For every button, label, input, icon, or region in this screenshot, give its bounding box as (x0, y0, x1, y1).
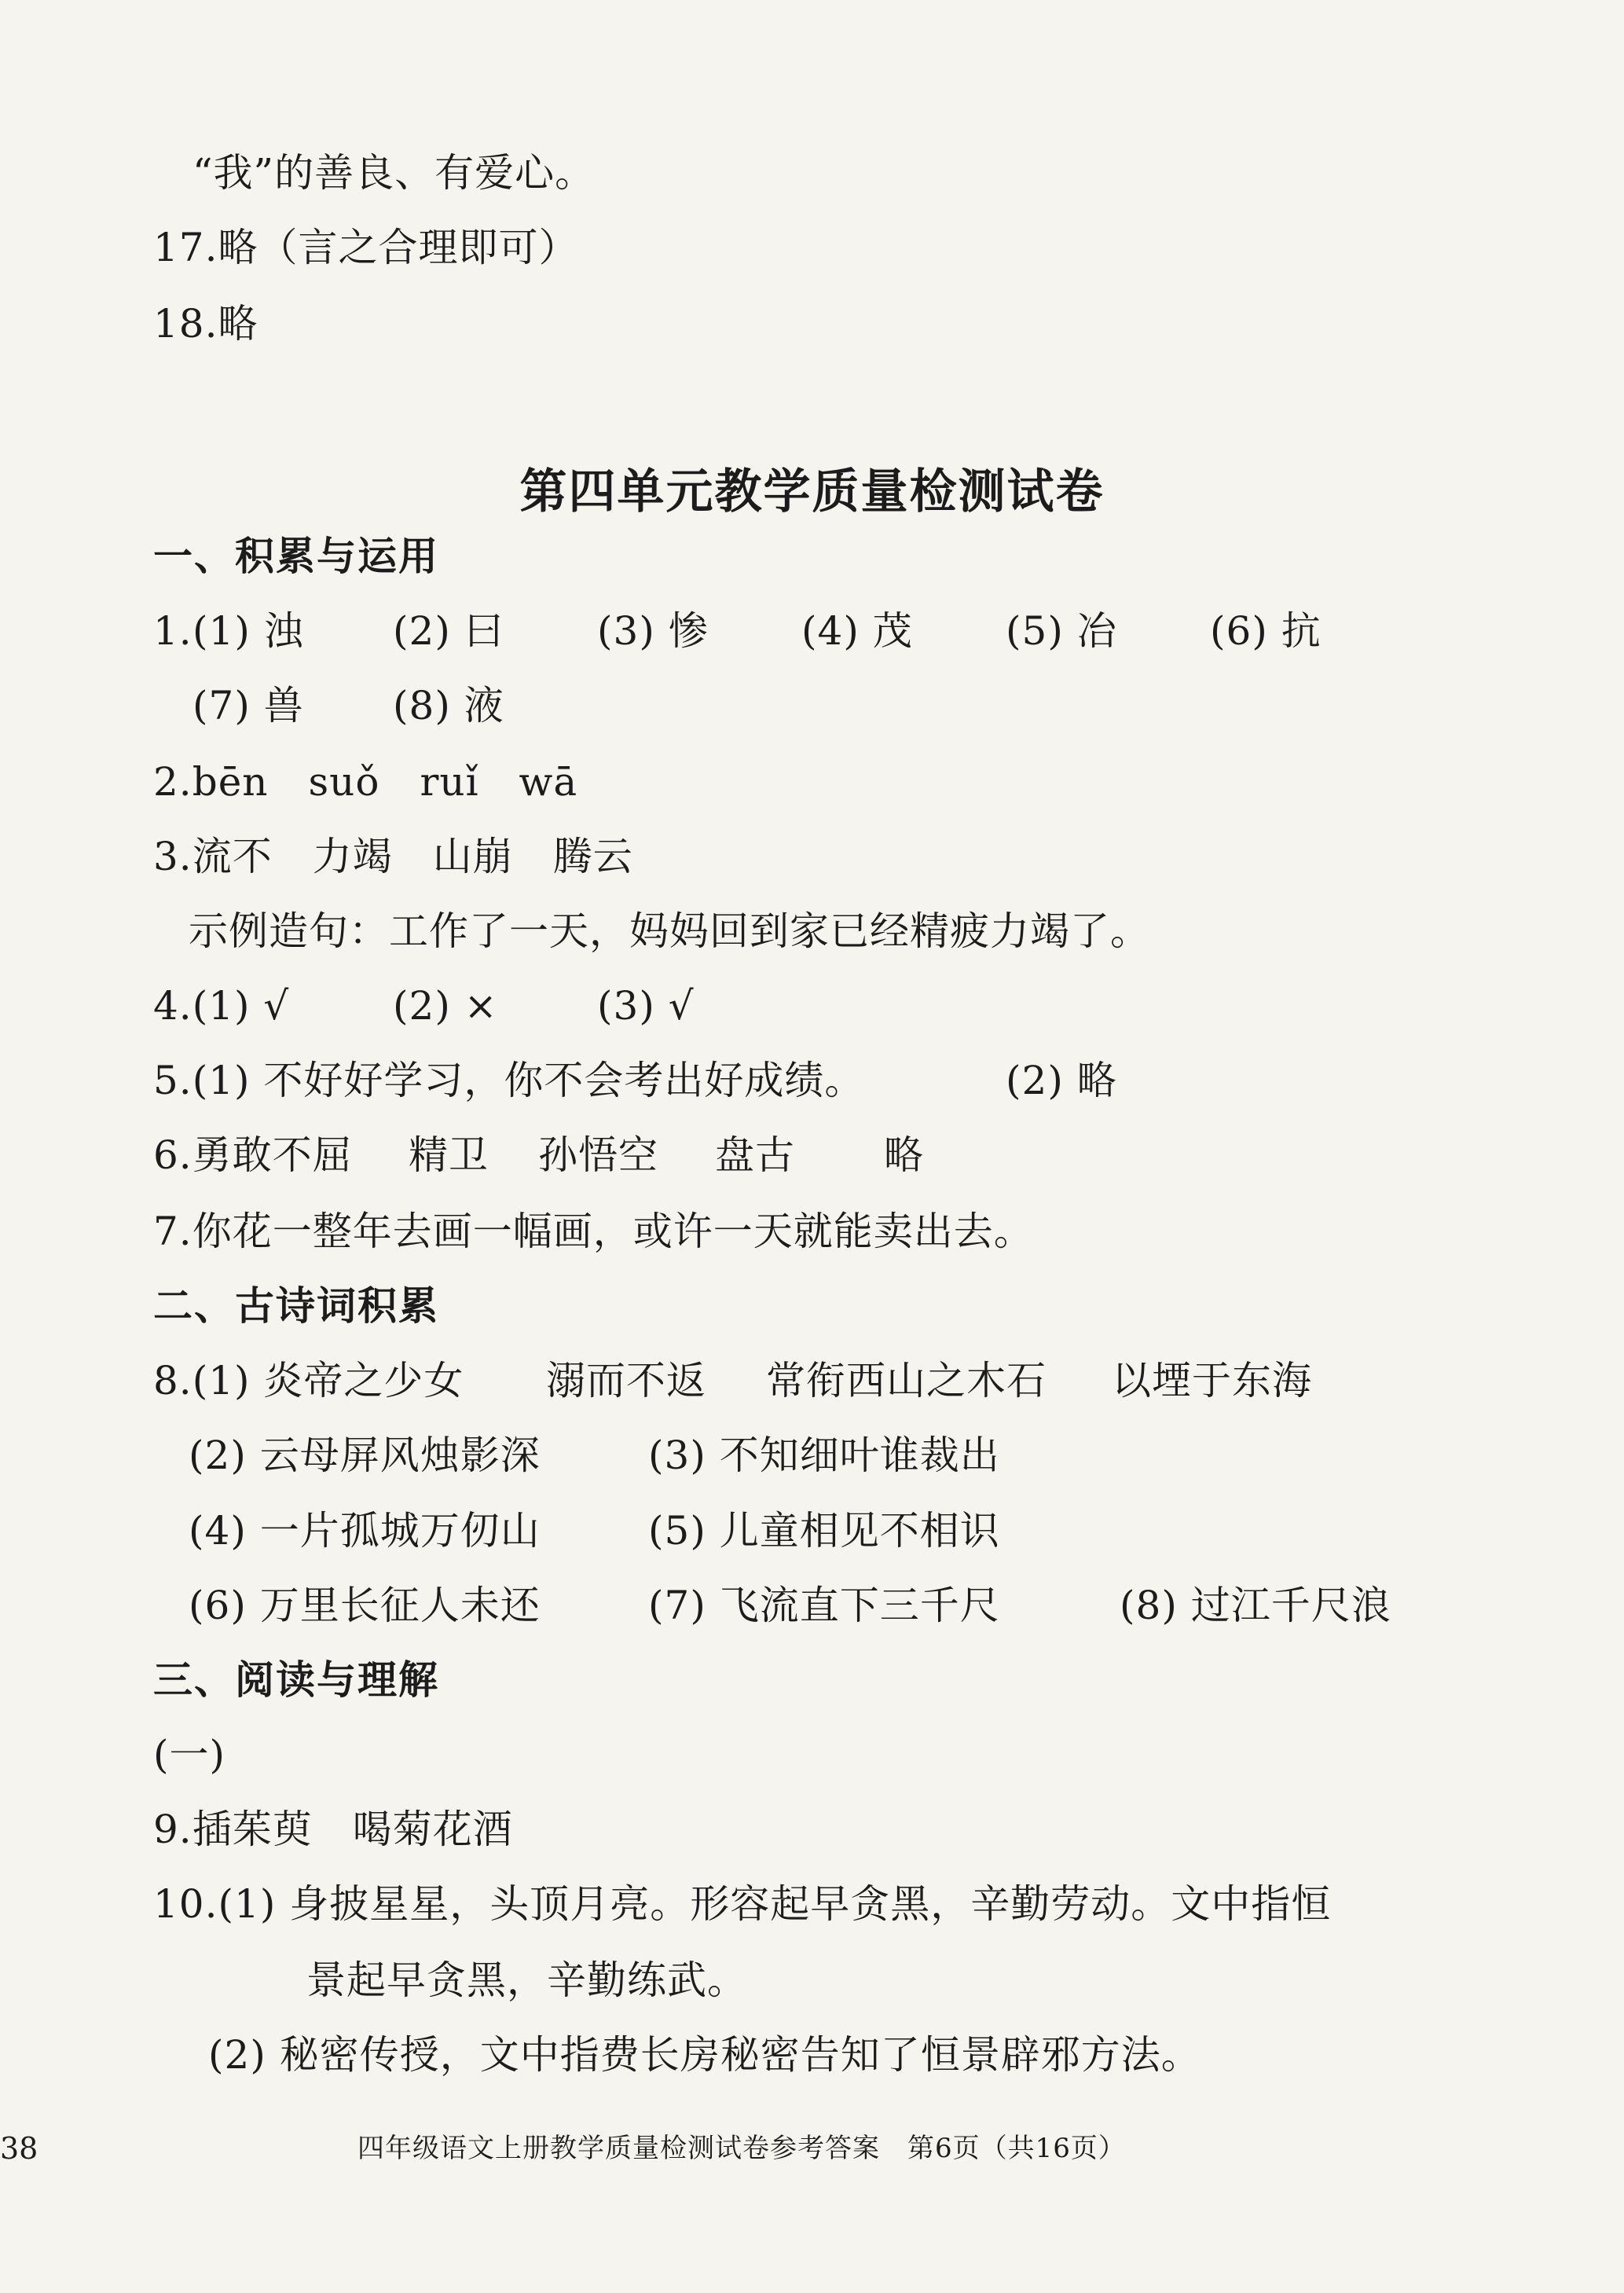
section-heading-3: 三、阅读与理解 (153, 1657, 439, 1703)
answer-8-row-3 (189, 1507, 1446, 1554)
q8-item: (2) 云母屏风烛影深 (189, 1433, 541, 1478)
answer-1-row-1 (153, 607, 1489, 655)
q1-number: 1. (153, 608, 192, 654)
answer-4 (153, 982, 1096, 1029)
answer-3: 3.流不 力竭 山崩 腾云 (153, 834, 633, 879)
q6-item: 盘古 (715, 1132, 795, 1178)
answer-9: 9.插茱萸 喝菊花酒 (153, 1807, 513, 1852)
answer-17: 17.略（言之合理即可） (153, 225, 579, 270)
answer-3-example: 示例造句：工作了一天，妈妈回到家已经精疲力竭了。 (189, 908, 1150, 954)
answer-6 (153, 1132, 1332, 1179)
page-number: 38 (0, 2131, 38, 2166)
q6-item: 精卫 (409, 1132, 489, 1178)
answer-line: “我”的善良、有爱心。 (192, 150, 596, 196)
answer-5 (153, 1057, 1489, 1104)
q1-item: (7) 兽 (192, 683, 304, 728)
q1-item: (5) 冶 (1006, 608, 1117, 654)
answer-10-2: (2) 秘密传授，文中指费长房秘密告知了恒景辟邪方法。 (208, 2032, 1201, 2078)
q8-item: (6) 万里长征人未还 (189, 1583, 541, 1628)
q1-item: (6) 抗 (1210, 608, 1322, 654)
q6-item: 略 (884, 1132, 924, 1178)
answer-8-row-2 (189, 1432, 1446, 1479)
q1-item: (4) 茂 (801, 608, 913, 654)
q8-item: 8.(1) 炎帝之少女 (153, 1358, 464, 1403)
section-heading-2: 二、古诗词积累 (153, 1283, 439, 1329)
answer-10-1: 10.(1) 身披星星，头顶月亮。形容起早贪黑，辛勤劳动。文中指恒 (153, 1881, 1332, 1927)
q5-item: 5.(1) 不好好学习，你不会考出好成绩。 (153, 1058, 865, 1103)
q5-item: (2) 略 (1006, 1058, 1117, 1103)
answer-8-row-4 (189, 1582, 1564, 1629)
q1-item: (8) 液 (393, 683, 504, 728)
q8-item: (8) 过江千尺浪 (1120, 1583, 1391, 1628)
q8-item: (3) 不知细叶谁裁出 (648, 1433, 1000, 1478)
q8-item: (4) 一片孤城万仞山 (189, 1508, 541, 1554)
answer-18: 18.略 (153, 301, 258, 347)
q1-item: (1) 浊 (192, 608, 304, 654)
page-title: 第四单元教学质量检测试卷 (519, 464, 1105, 519)
q4-item: 4.(1) √ (153, 983, 290, 1029)
q1-item: (2) 曰 (393, 608, 504, 654)
answer-10-1-cont: 景起早贪黑，辛勤练武。 (306, 1957, 747, 2003)
q1-item: (3) 惨 (597, 608, 709, 654)
section-heading-1: 一、积累与运用 (153, 534, 439, 579)
q8-item: (7) 飞流直下三千尺 (648, 1583, 1000, 1628)
q8-item: 常衔西山之木石 (766, 1358, 1047, 1403)
page-footer: 四年级语文上册教学质量检测试卷参考答案 第6页（共16页） (357, 2133, 1126, 2164)
answer-2: 2.bēn suǒ ruǐ wā (153, 759, 578, 805)
q8-item: 溺而不返 (546, 1358, 706, 1403)
reading-part-1: (一) (153, 1732, 226, 1778)
answer-8-row-1 (153, 1357, 1528, 1404)
q8-item: (5) 儿童相见不相识 (648, 1508, 1000, 1554)
q6-item: 孙悟空 (538, 1132, 658, 1178)
answer-7: 7.你花一整年去画一幅画，或许一天就能卖出去。 (153, 1209, 1034, 1254)
q4-item: (3) √ (597, 983, 695, 1029)
q6-item: 6.勇敢不屈 (153, 1132, 353, 1178)
q4-item: (2) × (393, 983, 498, 1029)
q8-item: 以堙于东海 (1112, 1358, 1312, 1403)
answer-1-row-2 (192, 682, 900, 729)
